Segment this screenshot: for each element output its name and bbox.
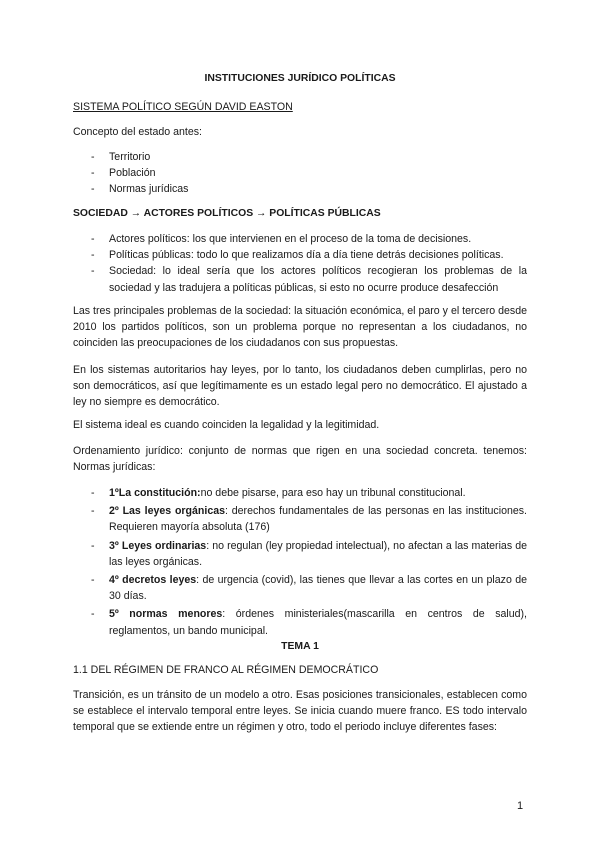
norms-list [73, 485, 527, 641]
tema-title: TEMA 1 [281, 641, 319, 652]
flow-heading: SOCIEDAD → ACTORES POLÍTICOS → POLÍTICAS PÚBLICAS [73, 208, 381, 219]
norm-term: 1ºLa constitución: [109, 487, 201, 499]
norm-text: : de urgencia (covid), las tienes que llevar a las cortes en un plazo de 30 días. [109, 574, 527, 603]
list-item-text: Territorio [109, 151, 151, 163]
list-item [73, 149, 527, 165]
paragraph-transition: Transición, es un tránsito de un modelo a otro. Esas posiciones transicionales, establecen como se establece el intervalo temporal entre leyes. Se inicia cuando muere franco. ES todo intervalo temporal que se extiende entre un régimen y otro, todo el periodo incluye diferentes fases: [73, 689, 527, 734]
paragraph-ideal: El sistema ideal es cuando coinciden la legalidad y la legitimidad. [73, 419, 380, 431]
list-item [73, 247, 527, 263]
list-item-text: Políticas públicas: todo lo que realizamos día a día tiene detrás decisiones políticas. [109, 249, 504, 262]
dash-bullet-icon: - [91, 608, 95, 621]
norm-text: no debe pisarse, para eso hay un tribunal constitucional. [200, 487, 466, 499]
dash-bullet-icon: - [91, 151, 95, 163]
paragraph-authoritarian: En los sistemas autoritarios hay leyes, por lo tanto, los ciudadanos deben cumplirlas, pero no son democráticos, así que legítimamente es un estado legal pero no democrático. El ajustado a ley no siempre es democrático. [73, 364, 527, 409]
flow-list [73, 231, 527, 296]
list-item [73, 231, 527, 247]
dash-bullet-icon: - [91, 249, 95, 262]
list-item-text: Población [109, 167, 156, 180]
norm-text: : derechos fundamentales de las personas en las instituciones. Requieren mayoría absoluta (176) [109, 505, 527, 534]
list-item [73, 485, 527, 501]
paragraph-ordenamiento: Ordenamiento jurídico: conjunto de normas que rigen en una sociedad concreta. tenemos: Normas jurídicas: [73, 445, 527, 474]
concept-intro: Concepto del estado antes: [73, 126, 202, 138]
norm-text: : órdenes ministeriales(mascarilla en centros de salud), reglamentos, un bando municipal. [109, 608, 528, 637]
norm-term: 5º normas menores [109, 608, 223, 621]
norm-term: 3º Leyes ordinarias [109, 539, 207, 552]
dash-bullet-icon: - [91, 265, 95, 278]
list-item [73, 572, 527, 604]
norm-term: 2º Las leyes orgánicas [109, 505, 226, 518]
list-item-text: Actores políticos: los que intervienen en el proceso de la toma de decisiones. [109, 233, 472, 245]
dash-bullet-icon: - [91, 167, 95, 180]
document-title: INSTITUCIONES JURÍDICO POLÍTICAS [204, 73, 396, 84]
dash-bullet-icon: - [91, 505, 95, 518]
dash-bullet-icon: - [91, 539, 95, 552]
concept-list [73, 149, 527, 198]
dash-bullet-icon: - [91, 183, 95, 196]
norm-text: : no regulan (ley propiedad intelectual), no afectan a las materias de las leyes orgánicas. [109, 539, 527, 568]
dash-bullet-icon: - [91, 233, 95, 245]
list-item-text: Sociedad: lo ideal sería que los actores políticos recogieran los problemas de la sociedad y las tradujera a políticas públicas, si esto no ocurre produce desafección [109, 265, 527, 294]
dash-bullet-icon: - [91, 487, 95, 499]
list-item [73, 606, 527, 638]
list-item [73, 538, 527, 570]
list-item [73, 181, 527, 197]
paragraph-problems: Las tres principales problemas de la sociedad: la situación económica, el paro y el tercero desde 2010 los partidos políticos, son un problema porque no representan a los ciudadanos, no coinciden las preocupaciones de los ciudadanos con sus propuestas. [73, 305, 527, 350]
norm-term: 4º decretos leyes [109, 574, 197, 587]
dash-bullet-icon: - [91, 574, 95, 587]
page-number: 1 [517, 800, 524, 812]
list-item-text: Normas jurídicas [109, 183, 189, 196]
list-item [73, 503, 527, 535]
subsection-title: 1.1 DEL RÉGIMEN DE FRANCO AL RÉGIMEN DEMOCRÁTICO [73, 664, 379, 676]
list-item [73, 263, 527, 295]
list-item [73, 165, 527, 181]
section-title: SISTEMA POLÍTICO SEGÚN DAVID EASTON [73, 101, 293, 113]
